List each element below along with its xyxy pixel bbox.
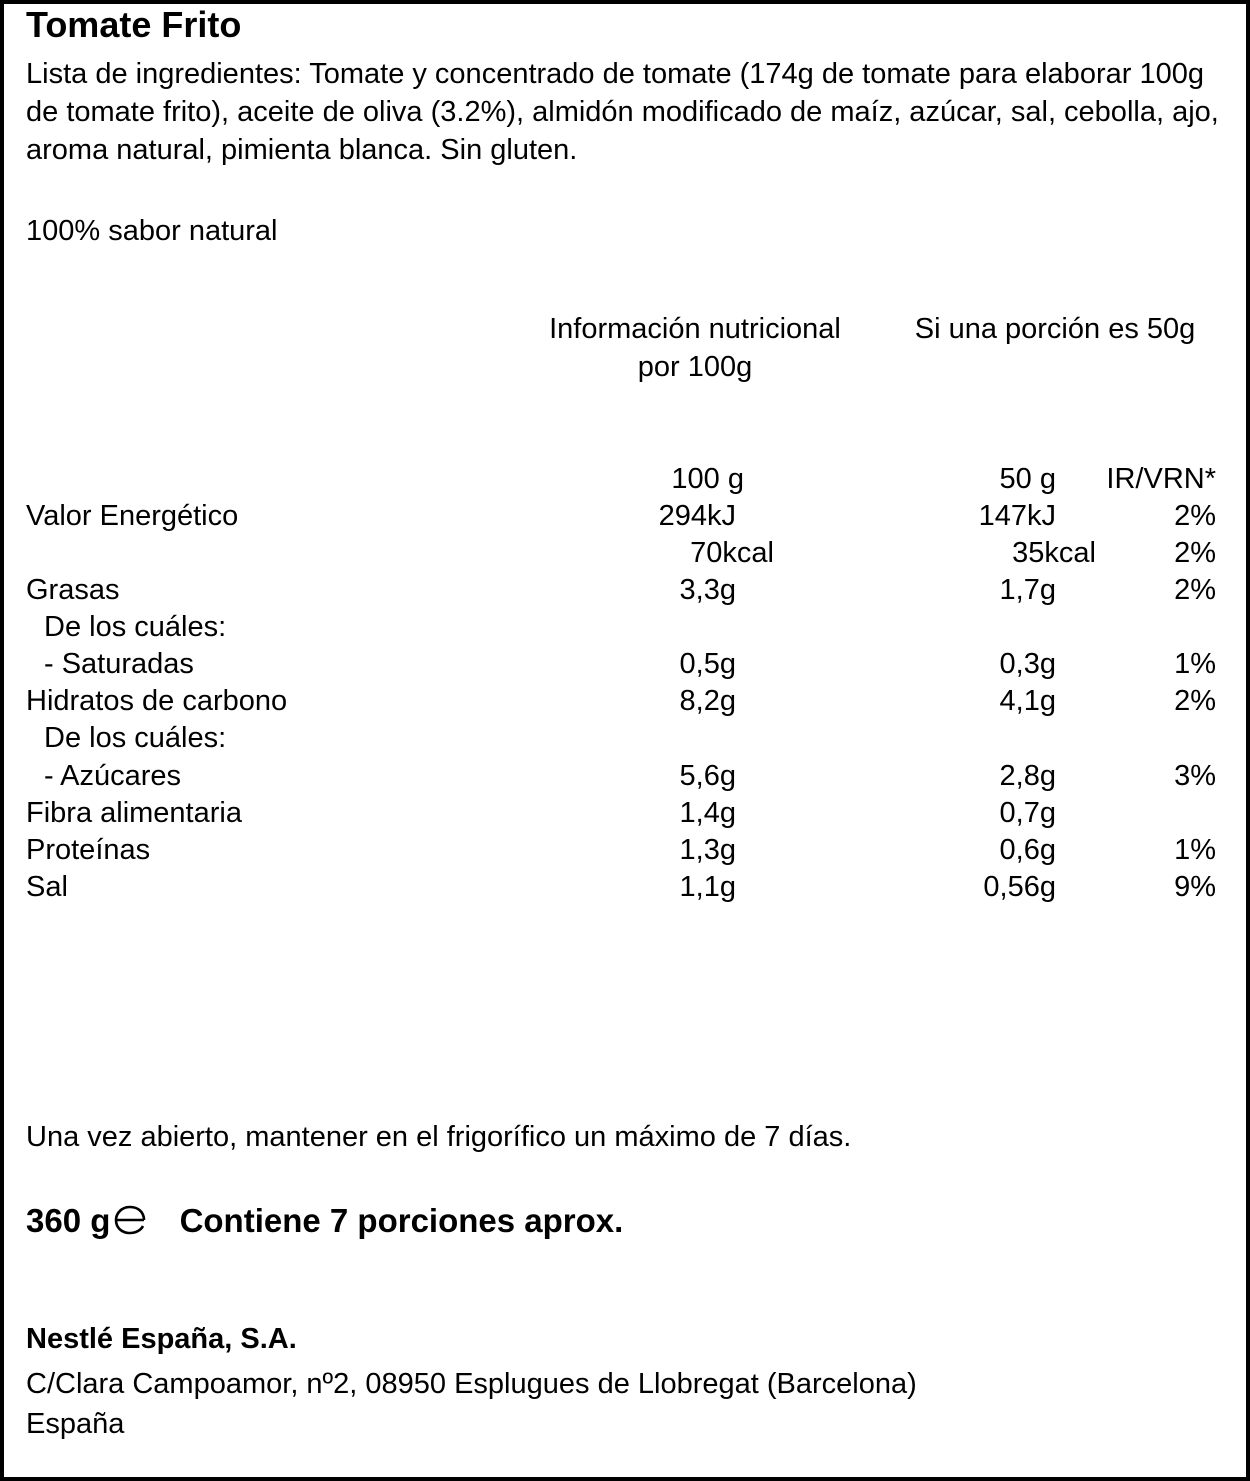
- row-value-50g: 147kJ: [978, 500, 1056, 532]
- row-value-50g: 0,7g: [999, 797, 1056, 829]
- row-value-100g: 1,4g: [679, 797, 736, 829]
- row-label: De los cuáles:: [44, 611, 227, 643]
- row-value-vrn: 2%: [1174, 537, 1216, 569]
- row-value-50g: 0,6g: [999, 834, 1056, 866]
- row-value-vrn: 9%: [1174, 871, 1216, 903]
- row-value-50g: 1,7g: [999, 574, 1056, 606]
- row-label: - Azúcares: [44, 760, 181, 792]
- row-value-vrn: 2%: [1174, 574, 1216, 606]
- row-label: Valor Energético: [26, 500, 239, 532]
- row-value-50g: 0,56g: [983, 871, 1056, 903]
- net-weight-line: [26, 1202, 623, 1240]
- table-row: [0, 757, 1250, 795]
- column-headers-row: [0, 460, 1250, 498]
- table-row: [0, 794, 1250, 832]
- header-per-100g: [520, 310, 870, 386]
- row-label: Hidratos de carbono: [26, 685, 288, 717]
- estimated-sign-icon: [112, 1205, 148, 1235]
- row-value-50g: 2,8g: [999, 760, 1056, 792]
- header-per-100g-line2: por 100g: [637, 351, 753, 383]
- company-country: España: [26, 1408, 125, 1440]
- product-title: Tomate Frito: [26, 4, 242, 45]
- table-row: [0, 719, 1250, 757]
- row-value-100g: 294kJ: [658, 500, 736, 532]
- table-row: [0, 571, 1250, 609]
- row-value-100g: 70kcal: [690, 537, 774, 569]
- table-row: [0, 497, 1250, 535]
- company-address: C/Clara Campoamor, nº2, 08950 Esplugues de Llobregat (Barcelona): [26, 1368, 917, 1400]
- table-row: [0, 682, 1250, 720]
- row-label: De los cuáles:: [44, 722, 227, 754]
- net-weight: 360 g: [26, 1202, 111, 1239]
- row-value-100g: 3,3g: [679, 574, 736, 606]
- row-label: Sal: [26, 871, 68, 903]
- row-value-100g: 0,5g: [679, 648, 736, 680]
- row-value-vrn: 1%: [1174, 834, 1216, 866]
- row-value-100g: 5,6g: [679, 760, 736, 792]
- col-header-vrn: IR/VRN*: [1106, 463, 1216, 495]
- header-per-100g-line1: Información nutricional: [549, 313, 841, 345]
- col-header-100g: 100 g: [671, 463, 744, 495]
- row-value-100g: 1,1g: [679, 871, 736, 903]
- table-row: [0, 608, 1250, 646]
- row-label: Fibra alimentaria: [26, 797, 242, 829]
- table-row: [0, 831, 1250, 869]
- row-value-vrn: 3%: [1174, 760, 1216, 792]
- row-label: Proteínas: [26, 834, 151, 866]
- ingredients-list: Lista de ingredientes: Tomate y concentrado de tomate (174g de tomate para elaborar 100g de tomate frito), aceite de oliva (3.2%), almidón modificado de maíz, azúcar, sal, cebolla, ajo, aroma natural, pimienta blanca. Sin gluten.: [26, 58, 1219, 166]
- portions-count: Contiene 7 porciones aprox.: [179, 1202, 624, 1239]
- row-value-50g: 4,1g: [999, 685, 1056, 717]
- row-label: Grasas: [26, 574, 120, 606]
- row-value-100g: 8,2g: [679, 685, 736, 717]
- natural-claim: 100% sabor natural: [26, 215, 278, 247]
- storage-instructions: Una vez abierto, mantener en el frigorífico un máximo de 7 días.: [26, 1121, 852, 1153]
- company-name: Nestlé España, S.A.: [26, 1323, 297, 1355]
- col-header-50g: 50 g: [999, 463, 1056, 495]
- table-row: [0, 645, 1250, 683]
- table-row: [0, 868, 1250, 906]
- row-label: - Saturadas: [44, 648, 194, 680]
- header-portion: Si una porción es 50g: [914, 313, 1196, 345]
- row-value-vrn: 1%: [1174, 648, 1216, 680]
- row-value-100g: 1,3g: [679, 834, 736, 866]
- row-value-vrn: 2%: [1174, 500, 1216, 532]
- row-value-50g: 0,3g: [999, 648, 1056, 680]
- table-row: [0, 534, 1250, 572]
- row-value-50g: 35kcal: [1012, 537, 1096, 569]
- row-value-vrn: 2%: [1174, 685, 1216, 717]
